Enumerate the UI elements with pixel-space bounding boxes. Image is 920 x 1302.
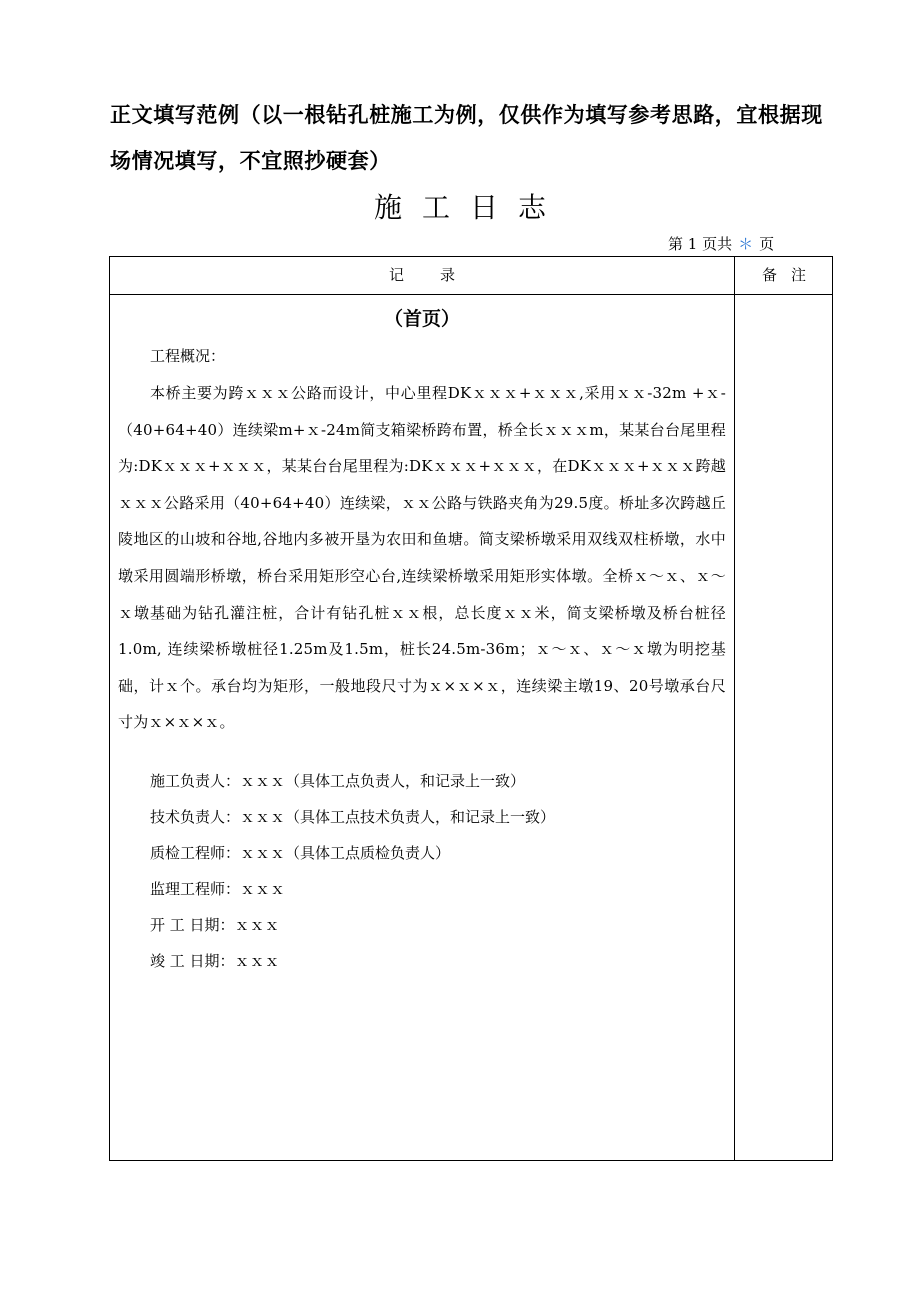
quality-engineer: 质检工程师：ｘｘｘ（具体工点质检负责人） [150,844,451,862]
header-remark: 备注 [761,266,820,284]
supervision-engineer: 监理工程师：ｘｘｘ [150,880,286,898]
overview-text: 本桥主要为跨ｘｘｘ公路而设计，中心里程DKｘｘｘ+ｘｘｘ,采用ｘｘ-32m +ｘ-（40+64+40）连续梁m+ｘ-24m简支箱梁桥跨布置，桥全长ｘｘｘm，某某台台尾里程为:DKｘｘｘ+ｘｘｘ，某某台台尾里程为:DKｘｘｘ+ｘｘｘ，在DKｘｘｘ+ｘｘｘ跨越ｘｘｘ公路采用（40+64+40）连续梁，ｘｘ公路与铁路夹角为29.5度。桥址多次跨越丘陵地区的山坡和谷地,谷地内多被开垦为农田和鱼塘。简支梁桥墩采用双线双柱桥墩，水中墩采用圆端形桥墩，桥台采用矩形空心台,连续梁桥墩采用矩形实体墩。全桥ｘ～ｘ、ｘ～ｘ墩基础为钻孔灌注桩，合计有钻孔桩ｘｘ根，总长度ｘｘ米，简支梁桥墩及桥台桩径1.0m, 连续梁桥墩桩径1.25m及1.5m，桩长24.5m-36m；ｘ～ｘ、ｘ～ｘ墩为明挖基础，计ｘ个。承台均为矩形，一般地段尺寸为ｘ×ｘ×ｘ，连续梁主墩19、20号墩承台尺寸为ｘ×ｘ×ｘ。 [118,384,726,732]
header-divider [110,294,832,295]
page-count-suffix: 页 [759,235,775,253]
log-table [109,256,833,1161]
page-count-prefix: 第 1 页共 [668,235,733,253]
start-date: 开 工 日期：ｘｘｘ [150,916,280,934]
technical-leader: 技术负责人：ｘｘｘ（具体工点技术负责人，和记录上一致） [150,808,556,826]
page-title: 施工日志 [373,191,566,224]
signature-list [150,763,710,979]
first-page-label: （首页） [383,308,460,330]
construction-leader: 施工负责人：ｘｘｘ（具体工点负责人，和记录上一致） [150,772,526,790]
page-count [668,234,774,254]
overview-label: 工程概况： [150,347,226,365]
intro-line-1: 正文填写范例（以一根钻孔桩施工为例，仅供作为填写参考思路，宜根据现 [110,103,823,127]
intro-instruction [110,92,838,184]
header-record: 记录 [388,266,491,284]
completion-date: 竣 工 日期：ｘｘｘ [150,952,280,970]
page-total: ＊ [738,235,754,253]
column-divider [734,257,735,1160]
intro-line-2: 场情况填写，不宜照抄硬套） [110,149,391,173]
